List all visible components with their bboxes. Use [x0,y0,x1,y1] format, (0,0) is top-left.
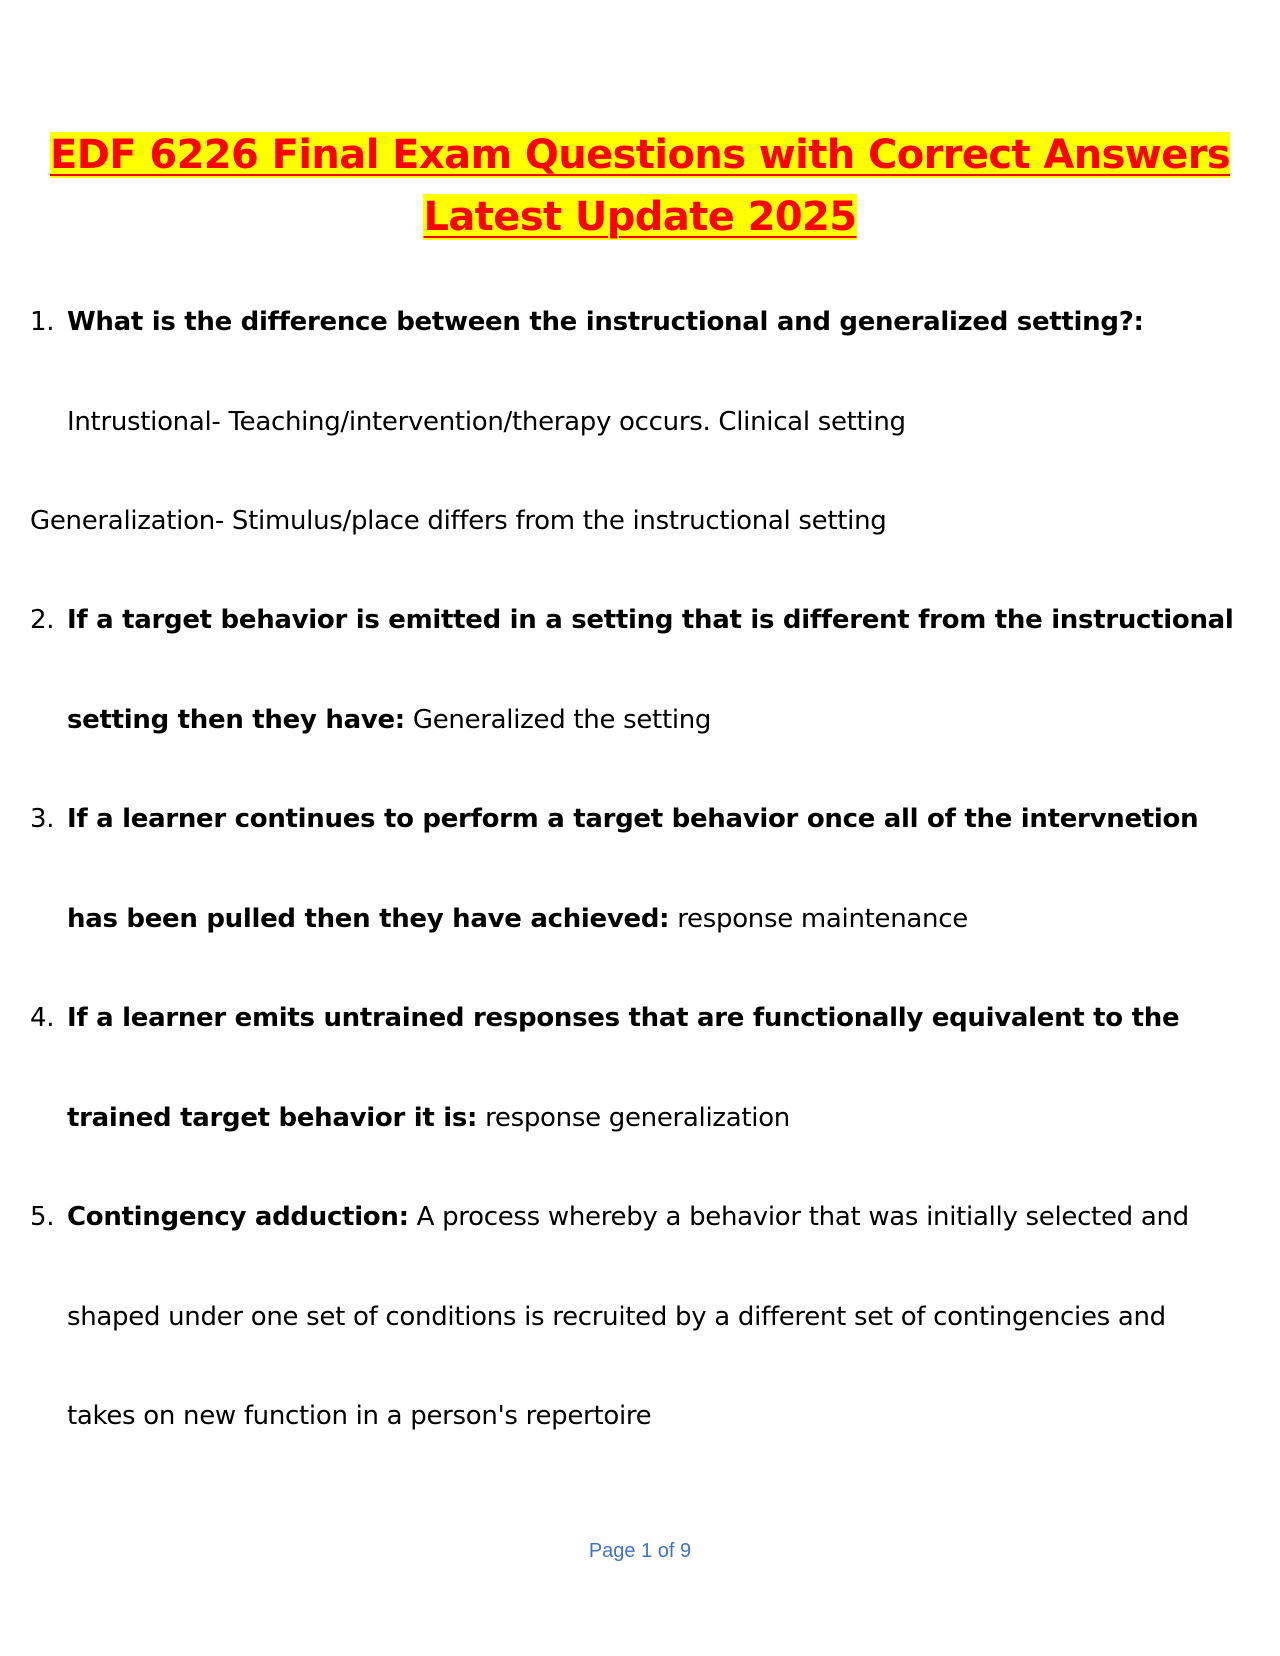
item-number: 1. [30,307,55,337]
question-text: has been pulled then they have achieved: [67,903,670,934]
question-text: If a target behavior is emitted in a setting that is different from the instructional [67,605,1234,635]
answer-text: Generalized the setting [404,704,712,735]
document-title [20,124,1260,248]
question-text: If a learner emits untrained responses that are functionally equivalent to the [67,1003,1180,1033]
question-text: setting then they have: [67,704,405,735]
page-number-footer: Page 1 of 9 [588,1540,692,1562]
answer-text: shaped under one set of conditions is recruited by a different set of contingencies and [67,1301,1166,1332]
question-text: What is the difference between the instructional and generalized setting?: [67,307,1144,337]
title-line-2: Latest Update 2025 [423,194,857,240]
question-text: trained target behavior it is: [67,1102,478,1133]
item-number: 2. [30,605,55,635]
item-number: 5. [30,1202,55,1232]
answer-text: Generalization- Stimulus/place differs from the instructional setting [30,506,887,536]
item-number: 4. [30,1003,55,1033]
item-number: 3. [30,804,55,834]
question-text: If a learner continues to perform a target behavior once all of the intervnetion [67,804,1199,834]
answer-text: response maintenance [669,903,968,934]
title-line-1: EDF 6226 Final Exam Questions with Correct Answers [49,132,1231,178]
answer-text: response generalization [477,1102,790,1133]
answer-text: A process whereby a behavior that was initially selected and [408,1202,1189,1232]
question-text: Contingency adduction: [67,1202,409,1232]
answer-text: takes on new function in a person's repertoire [67,1401,652,1431]
answer-text: Intrustional- Teaching/intervention/therapy occurs. Clinical setting [67,406,906,437]
